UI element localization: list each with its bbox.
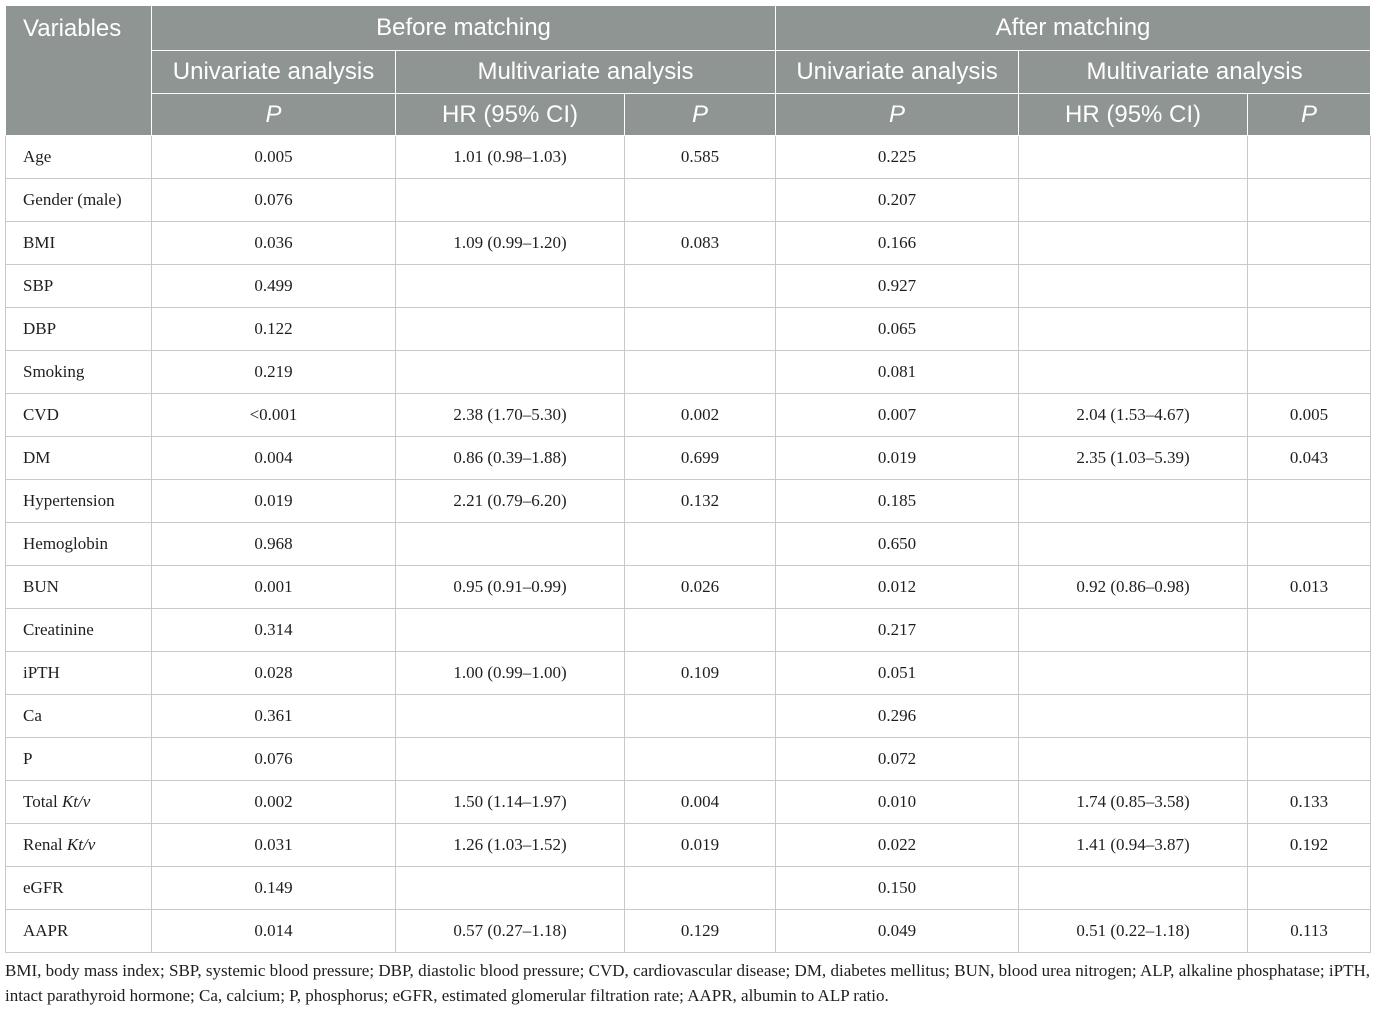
header-before-matching: Before matching	[152, 6, 776, 51]
table-row	[6, 566, 1371, 609]
variable-label: Age	[23, 147, 52, 166]
table-row	[6, 910, 1371, 953]
cell-after-univariate-p: 0.296	[776, 695, 1019, 738]
cell-before-multivariate-p: 0.026	[625, 566, 776, 609]
cell-after-multivariate-p	[1248, 222, 1371, 265]
cell-before-multivariate-p: 0.019	[625, 824, 776, 867]
cell-after-univariate-p: 0.010	[776, 781, 1019, 824]
table-row	[6, 609, 1371, 652]
cell-before-univariate-p: 0.002	[152, 781, 396, 824]
table-row	[6, 437, 1371, 480]
cell-variable	[6, 738, 152, 781]
cell-after-hr	[1019, 308, 1248, 351]
cell-before-multivariate-p	[625, 609, 776, 652]
variable-label: BUN	[23, 577, 59, 596]
cell-after-univariate-p: 0.049	[776, 910, 1019, 953]
cell-before-univariate-p: 0.004	[152, 437, 396, 480]
cell-before-hr	[396, 738, 625, 781]
cell-before-univariate-p: 0.005	[152, 136, 396, 179]
header-row-analysis	[6, 51, 1371, 94]
cell-after-univariate-p: 0.081	[776, 351, 1019, 394]
cell-before-univariate-p: 0.019	[152, 480, 396, 523]
cell-before-hr	[396, 179, 625, 222]
cell-after-hr	[1019, 695, 1248, 738]
cell-before-multivariate-p	[625, 738, 776, 781]
variable-label-italic: Kt/v	[66, 835, 96, 854]
cell-before-multivariate-p	[625, 867, 776, 910]
table-row	[6, 738, 1371, 781]
cell-after-hr	[1019, 867, 1248, 910]
cell-after-hr	[1019, 136, 1248, 179]
table-row	[6, 523, 1371, 566]
table-row	[6, 179, 1371, 222]
cell-after-hr	[1019, 222, 1248, 265]
header-row-statistics	[6, 94, 1371, 136]
cell-variable	[6, 867, 152, 910]
header-after-hr: HR (95% CI)	[1019, 94, 1248, 136]
cell-after-univariate-p: 0.217	[776, 609, 1019, 652]
cell-before-hr: 0.57 (0.27–1.18)	[396, 910, 625, 953]
cell-after-hr	[1019, 609, 1248, 652]
cell-after-hr	[1019, 652, 1248, 695]
cell-after-univariate-p: 0.927	[776, 265, 1019, 308]
cell-before-multivariate-p	[625, 351, 776, 394]
cell-before-univariate-p: 0.031	[152, 824, 396, 867]
cell-after-multivariate-p: 0.013	[1248, 566, 1371, 609]
variable-label: Hemoglobin	[23, 534, 108, 553]
cell-after-univariate-p: 0.185	[776, 480, 1019, 523]
cell-before-multivariate-p: 0.132	[625, 480, 776, 523]
table-footnote: BMI, body mass index; SBP, systemic blood pressure; DBP, diastolic blood pressure; CVD, cardiovascular disease; DM, diabetes mellitus; BUN, blood urea nitrogen; ALP, alkaline phosphatase; iPTH, intact parathyroid hormone; Ca, calcium; P, phosphorus; eGFR, estimated glomerular filtration rate; AAPR, albumin to ALP ratio.	[5, 961, 1370, 1005]
variable-label: DM	[23, 448, 51, 467]
header-after-multivariate-p: P	[1248, 94, 1371, 136]
variable-label: eGFR	[23, 878, 64, 897]
cell-after-univariate-p: 0.072	[776, 738, 1019, 781]
cell-variable	[6, 136, 152, 179]
cell-variable	[6, 523, 152, 566]
cell-before-hr: 1.50 (1.14–1.97)	[396, 781, 625, 824]
cell-before-univariate-p: 0.014	[152, 910, 396, 953]
table-body	[6, 136, 1371, 953]
variable-label-italic: Kt/v	[61, 792, 91, 811]
table-row	[6, 781, 1371, 824]
variable-label: iPTH	[23, 663, 60, 682]
cell-after-univariate-p: 0.022	[776, 824, 1019, 867]
cell-before-hr	[396, 609, 625, 652]
variable-label: Hypertension	[23, 491, 115, 510]
cell-after-multivariate-p	[1248, 480, 1371, 523]
variable-label: CVD	[23, 405, 59, 424]
table-row	[6, 695, 1371, 738]
header-after-matching: After matching	[776, 6, 1371, 51]
cell-after-multivariate-p	[1248, 308, 1371, 351]
cell-variable	[6, 351, 152, 394]
table-row	[6, 824, 1371, 867]
cell-variable	[6, 824, 152, 867]
cell-after-multivariate-p: 0.192	[1248, 824, 1371, 867]
cell-after-hr: 1.41 (0.94–3.87)	[1019, 824, 1248, 867]
table-row	[6, 351, 1371, 394]
cell-before-multivariate-p: 0.109	[625, 652, 776, 695]
table-row	[6, 308, 1371, 351]
cell-after-univariate-p: 0.166	[776, 222, 1019, 265]
variable-label: P	[23, 749, 33, 768]
cell-after-multivariate-p	[1248, 738, 1371, 781]
cell-before-multivariate-p: 0.585	[625, 136, 776, 179]
table-row	[6, 652, 1371, 695]
cell-before-univariate-p: 0.036	[152, 222, 396, 265]
header-before-multivariate-p: P	[625, 94, 776, 136]
cell-before-univariate-p: 0.361	[152, 695, 396, 738]
variable-label: Smoking	[23, 362, 85, 381]
cell-before-multivariate-p: 0.004	[625, 781, 776, 824]
cell-after-hr	[1019, 523, 1248, 566]
cell-before-multivariate-p	[625, 695, 776, 738]
cell-after-multivariate-p: 0.133	[1248, 781, 1371, 824]
cell-before-multivariate-p: 0.699	[625, 437, 776, 480]
cell-after-multivariate-p	[1248, 652, 1371, 695]
table-row	[6, 136, 1371, 179]
cell-after-univariate-p: 0.012	[776, 566, 1019, 609]
cell-variable	[6, 695, 152, 738]
variable-label: DBP	[23, 319, 57, 338]
cell-after-hr	[1019, 351, 1248, 394]
cell-after-multivariate-p: 0.005	[1248, 394, 1371, 437]
cell-before-multivariate-p	[625, 179, 776, 222]
cell-after-univariate-p: 0.650	[776, 523, 1019, 566]
header-before-univariate-p: P	[152, 94, 396, 136]
cell-before-hr: 0.95 (0.91–0.99)	[396, 566, 625, 609]
cell-after-hr: 0.51 (0.22–1.18)	[1019, 910, 1248, 953]
cell-variable	[6, 394, 152, 437]
cell-before-multivariate-p: 0.002	[625, 394, 776, 437]
cell-before-hr: 2.21 (0.79–6.20)	[396, 480, 625, 523]
cell-after-hr	[1019, 265, 1248, 308]
variable-label: Renal	[23, 835, 63, 854]
cell-variable	[6, 652, 152, 695]
cell-after-multivariate-p	[1248, 351, 1371, 394]
cell-before-multivariate-p	[625, 308, 776, 351]
cell-before-multivariate-p	[625, 523, 776, 566]
cell-before-hr	[396, 351, 625, 394]
variable-label: Creatinine	[23, 620, 94, 639]
table-row	[6, 394, 1371, 437]
cell-variable	[6, 437, 152, 480]
cell-after-multivariate-p	[1248, 609, 1371, 652]
cell-after-univariate-p: 0.065	[776, 308, 1019, 351]
header-before-hr: HR (95% CI)	[396, 94, 625, 136]
cell-after-multivariate-p	[1248, 179, 1371, 222]
cell-before-hr	[396, 523, 625, 566]
table-row	[6, 265, 1371, 308]
header-after-multivariate: Multivariate analysis	[1019, 51, 1371, 94]
cell-before-multivariate-p: 0.083	[625, 222, 776, 265]
cell-variable	[6, 609, 152, 652]
cell-before-univariate-p: 0.149	[152, 867, 396, 910]
cell-before-univariate-p: <0.001	[152, 394, 396, 437]
cell-after-hr: 2.04 (1.53–4.67)	[1019, 394, 1248, 437]
cell-after-hr	[1019, 179, 1248, 222]
header-row-groups	[6, 6, 1371, 51]
cell-before-univariate-p: 0.076	[152, 738, 396, 781]
variable-label: SBP	[23, 276, 54, 295]
cell-before-hr: 2.38 (1.70–5.30)	[396, 394, 625, 437]
cell-after-univariate-p: 0.019	[776, 437, 1019, 480]
cell-before-univariate-p: 0.314	[152, 609, 396, 652]
cell-before-univariate-p: 0.076	[152, 179, 396, 222]
header-before-univariate: Univariate analysis	[152, 51, 396, 94]
table-row	[6, 222, 1371, 265]
cell-after-hr	[1019, 480, 1248, 523]
header-after-univariate-p: P	[776, 94, 1019, 136]
cell-before-hr	[396, 308, 625, 351]
cell-after-univariate-p: 0.007	[776, 394, 1019, 437]
cell-after-hr: 2.35 (1.03–5.39)	[1019, 437, 1248, 480]
cell-variable	[6, 265, 152, 308]
table-row	[6, 867, 1371, 910]
cell-before-univariate-p: 0.122	[152, 308, 396, 351]
cell-after-multivariate-p	[1248, 867, 1371, 910]
variable-label: Gender (male)	[23, 190, 122, 209]
cell-after-hr: 1.74 (0.85–3.58)	[1019, 781, 1248, 824]
cell-after-multivariate-p	[1248, 695, 1371, 738]
cell-before-hr: 0.86 (0.39–1.88)	[396, 437, 625, 480]
cell-after-multivariate-p	[1248, 136, 1371, 179]
cell-after-univariate-p: 0.207	[776, 179, 1019, 222]
cell-variable	[6, 910, 152, 953]
cell-before-multivariate-p	[625, 265, 776, 308]
cell-before-univariate-p: 0.219	[152, 351, 396, 394]
cell-variable	[6, 566, 152, 609]
cell-before-univariate-p: 0.968	[152, 523, 396, 566]
cell-before-hr	[396, 867, 625, 910]
table-row	[6, 480, 1371, 523]
cell-after-multivariate-p	[1248, 265, 1371, 308]
cell-variable	[6, 308, 152, 351]
cell-before-univariate-p: 0.499	[152, 265, 396, 308]
cell-after-hr: 0.92 (0.86–0.98)	[1019, 566, 1248, 609]
cell-variable	[6, 179, 152, 222]
cell-after-multivariate-p	[1248, 523, 1371, 566]
cell-variable	[6, 480, 152, 523]
header-variables: Variables	[6, 6, 152, 136]
cell-after-univariate-p: 0.051	[776, 652, 1019, 695]
cell-after-multivariate-p: 0.043	[1248, 437, 1371, 480]
cell-before-hr	[396, 695, 625, 738]
header-after-univariate: Univariate analysis	[776, 51, 1019, 94]
variable-label: Ca	[23, 706, 42, 725]
variable-label: BMI	[23, 233, 56, 252]
cell-before-hr	[396, 265, 625, 308]
table-header	[6, 6, 1371, 136]
cell-variable	[6, 222, 152, 265]
cell-before-univariate-p: 0.028	[152, 652, 396, 695]
cell-variable	[6, 781, 152, 824]
cell-after-hr	[1019, 738, 1248, 781]
cell-after-univariate-p: 0.225	[776, 136, 1019, 179]
cell-after-univariate-p: 0.150	[776, 867, 1019, 910]
cell-after-multivariate-p: 0.113	[1248, 910, 1371, 953]
cell-before-multivariate-p: 0.129	[625, 910, 776, 953]
variable-label: Total	[23, 792, 58, 811]
results-table	[5, 5, 1371, 953]
cell-before-hr: 1.26 (1.03–1.52)	[396, 824, 625, 867]
cell-before-hr: 1.01 (0.98–1.03)	[396, 136, 625, 179]
cell-before-hr: 1.00 (0.99–1.00)	[396, 652, 625, 695]
variable-label: AAPR	[23, 921, 69, 940]
header-before-multivariate: Multivariate analysis	[396, 51, 776, 94]
cell-before-univariate-p: 0.001	[152, 566, 396, 609]
cell-before-hr: 1.09 (0.99–1.20)	[396, 222, 625, 265]
